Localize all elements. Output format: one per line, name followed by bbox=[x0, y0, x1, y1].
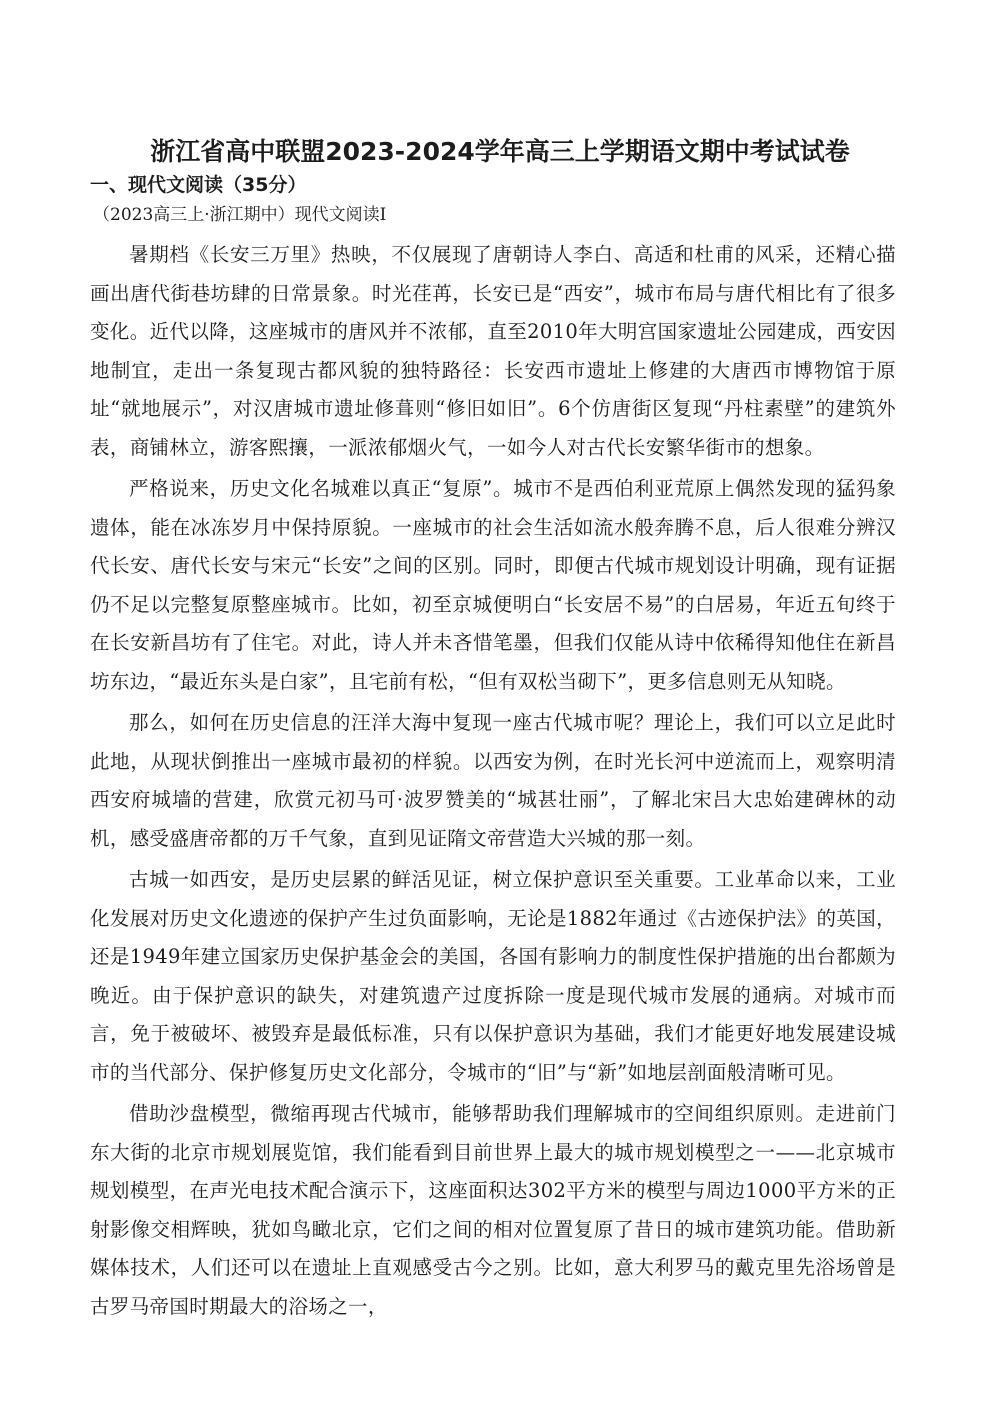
paragraph: 暑期档《长安三万里》热映，不仅展现了唐朝诗人李白、高适和杜甫的风采，还精心描画出唐代街巷坊肆的日常景象。时光荏苒，长安已是“西安”，城市布局与唐代相比有了很多变化。近代以降，这座城市的唐风并不浓郁，直至2010年大明宫国家遗址公园建成，西安因地制宜，走出一条复现古都风貌的独特路径：长安西市遗址上修建的大唐西市博物馆于原址“就地展示”，对汉唐城市遗址修葺则“修旧如旧”。6个仿唐街区复现“丹柱素壁”的建筑外表，商铺林立，游客熙攘，一派浓郁烟火气，一如今人对古代长安繁华街市的想象。 bbox=[90, 243, 896, 459]
article-body bbox=[90, 236, 896, 1329]
paragraph: 古城一如西安，是历史层累的鲜活见证，树立保护意识至关重要。工业革命以来，工业化发展对历史文化遗迹的保护产生过负面影响，无论是1882年通过《古迹保护法》的英国，还是1949年建立国家历史保护基金会的美国，各国有影响力的制度性保护措施的出台都颇为晚近。由于保护意识的缺失，对建筑遗产过度拆除一度是现代城市发展的通病。对城市而言，免于被破坏、被毁弃是最低标准，只有以保护意识为基础，我们才能更好地发展建设城市的当代部分、保护修复历史文化部分，令城市的“旧”与“新”如地层剖面般清晰可见。 bbox=[90, 868, 896, 1084]
page-title: 浙江省高中联盟2023-2024学年高三上学期语文期中考试试卷 bbox=[150, 137, 850, 166]
paragraph: 严格说来，历史文化名城难以真正“复原”。城市不是西伯利亚荒原上偶然发现的猛犸象遗体，能在冰冻岁月中保持原貌。一座城市的社会生活如流水般奔腾不息，后人很难分辨汉代长安、唐代长安与宋元“长安”之间的区别。同时，即便古代城市规划设计明确，现有证据仍不足以完整复原整座城市。比如，初至京城便明白“长安居不易”的白居易，年近五旬终于在长安新昌坊有了住宅。对此，诗人并未吝惜笔墨，但我们仅能从诗中依稀得知他住在新昌坊东边，“最近东头是白家”，且宅前有松，“但有双松当砌下”，更多信息则无从知晓。 bbox=[90, 477, 896, 693]
source-note: （2023高三上·浙江期中）现代文阅读Ⅰ bbox=[93, 205, 387, 225]
paragraph: 借助沙盘模型，微缩再现古代城市，能够帮助我们理解城市的空间组织原则。走进前门东大街的北京市规划展览馆，我们能看到目前世界上最大的城市规划模型之一——北京城市规划模型，在声光电技术配合演示下，这座面积达302平方米的模型与周边1000平方米的正射影像交相辉映，犹如鸟瞰北京，它们之间的相对位置复原了昔日的城市建筑功能。借助新媒体技术，人们还可以在遗址上直观感受古今之别。比如，意大利罗马的戴克里先浴场曾是古罗马帝国时期最大的浴场之一， bbox=[90, 1102, 896, 1318]
section-heading: 一、现代文阅读（35分） bbox=[90, 174, 307, 196]
paragraph: 那么，如何在历史信息的汪洋大海中复现一座古代城市呢？理论上，我们可以立足此时此地，从现状倒推出一座城市最初的样貌。以西安为例，在时光长河中逆流而上，观察明清西安府城墙的营建，欣赏元初马可·波罗赞美的“城甚壮丽”，了解北宋吕大忠始建碑林的动机，感受盛唐帝都的万千气象，直到见证隋文帝营造大兴城的那一刻。 bbox=[90, 711, 896, 850]
